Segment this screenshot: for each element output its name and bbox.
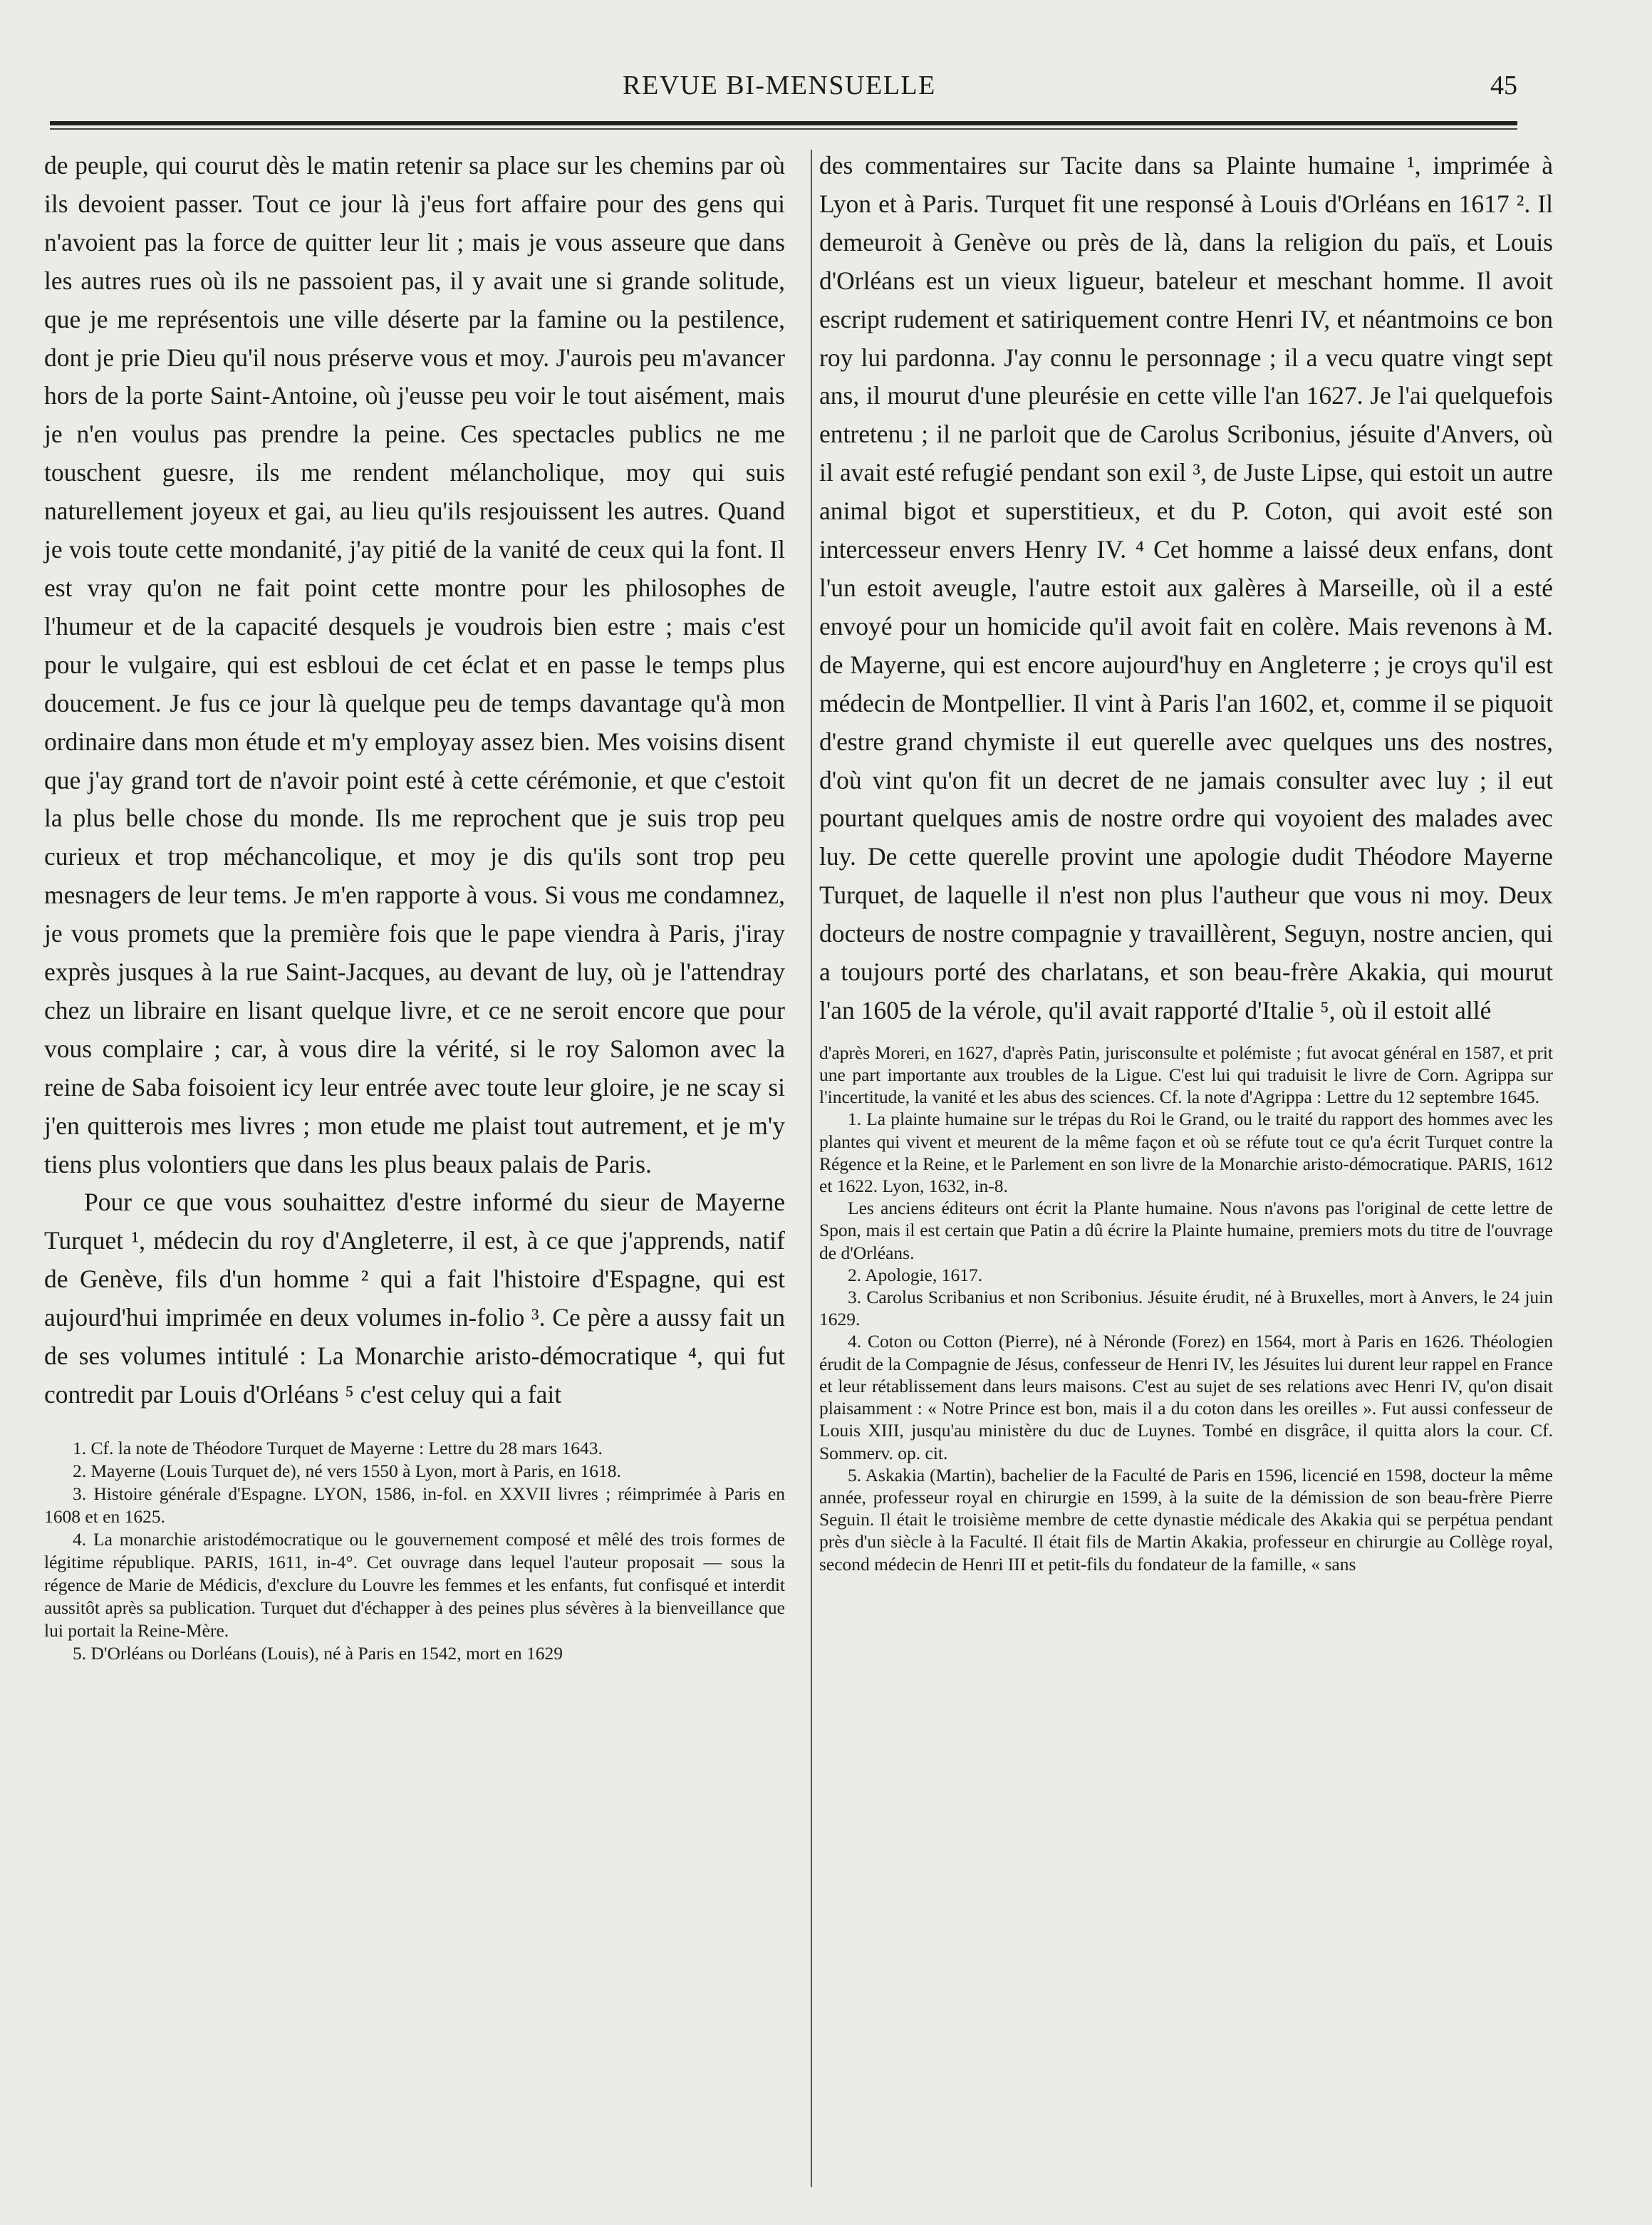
right-column (819, 147, 1553, 1575)
footnote: 1. Cf. la note de Théodore Turquet de Mayerne : Lettre du 28 mars 1643. (73, 1437, 603, 1458)
footnote: 5. D'Orléans ou Dorléans (Louis), né à Paris en 1542, mort en 1629 (73, 1642, 563, 1664)
footnote: 5. Askakia (Martin), bachelier de la Faculté de Paris en 1596, licencié en 1598, docteur la même année, professeur royal en chirurgie en 1599, à la suite de la démission de son beau-frère Pierre Seguin. Il était le troisième membre de cette dynastie médicale des Akakia qui se perpétua pendant près d'un siècle à la Faculté. Il était fils de Martin Akakia, professeur en chirurgie au Collège royal, second médecin de Henri III et petit-fils du fondateur de la famille, « sans (819, 1464, 1553, 1575)
right-footnotes (819, 1042, 1553, 1575)
page-header (41, 66, 1517, 108)
left-footnotes (44, 1437, 785, 1665)
right-body-text (819, 147, 1553, 1030)
footnote: 2. Apologie, 1617. (848, 1264, 983, 1285)
left-column (44, 147, 785, 1665)
header-rule (50, 121, 1517, 125)
footnote: 4. Coton ou Cotton (Pierre), né à Néronde (Forez) en 1564, mort à Paris en 1626. Théologien érudit de la Compagnie de Jésus, confesseur de Henri IV, les Jésuites lui durent leur rappel en France et leur rétablissement dans leurs maisons. C'est au sujet de ses relations avec Henri IV, qu'on disait plaisamment : « Notre Prince est bon, mais il a du coton dans les oreilles ». Fut aussi confesseur de Louis XIII, jusqu'au ministère du duc de Luynes. Tombé en disgrâce, il quitta alors la cour. Cf. Sommerv. op. cit. (819, 1331, 1553, 1463)
page-number: 45 (1490, 71, 1517, 100)
footnote: 2. Mayerne (Louis Turquet de), né vers 1550 à Lyon, mort à Paris, en 1618. (73, 1460, 621, 1481)
footnote: 3. Histoire générale d'Espagne. LYON, 1586, in-fol. en XXVII livres ; réimprimée à Paris en 1608 et en 1625. (44, 1483, 785, 1527)
footnote: 1. La plainte humaine sur le trépas du Roi le Grand, ou le traité du rapport des hommes avec les plantes qui vivent et meurent de la même façon et où se réfute tout ce qu'a écrit Turquet contre la Régence et la Reine, et le Parlement en son livre de la Monarchie aristo-démocratique. PARIS, 1612 et 1622. Lyon, 1632, in-8. (819, 1109, 1553, 1197)
body-paragraph: des commentaires sur Tacite dans sa Plainte humaine ¹, imprimée à Lyon et à Paris. Turquet fit une responsé à Louis d'Orléans en 1617 ². Il demeuroit à Genève ou près de là, dans la religion du païs, et Louis d'Orléans est un vieux ligueur, bateleur et meschant homme. Il avoit escript rudement et satiriquement contre Henri IV, et néantmoins ce bon roy lui pardonna. J'ay connu le personnage ; il a vecu quatre vingt sept ans, il mourut d'une pleurésie en cette ville l'an 1627. Je l'ai quelquefois entretenu ; il ne parloit que de Carolus Scribonius, jésuite d'Anvers, où il avait esté refugié pendant son exil ³, de Juste Lipse, qui estoit un autre animal bigot et superstitieux, et du P. Coton, qui avoit esté son intercesseur envers Henry IV. ⁴ Cet homme a laissé deux enfans, dont l'un estoit aveugle, l'autre estoit aux galères à Marseille, où il a esté envoyé pour un homicide qu'il avoit fait en colère. Mais revenons à M. de Mayerne, qui est encore aujourd'huy en Angleterre ; je croys qu'il est médecin de Montpellier. Il vint à Paris l'an 1602, et, comme il se piquoit d'estre grand chymiste il eut querelle avec quelques uns des nostres, d'où vint qu'on fit un decret de ne jamais consulter avec luy ; il eut pourtant quelques amis de nostre ordre qui voyoient des malades avec luy. De cette querelle provint une apologie dudit Théodore Mayerne Turquet, de laquelle il n'est non plus l'autheur que vous ni moy. Deux docteurs de nostre compagnie y travaillèrent, Seguyn, nostre ancien, qui a toujours porté des charlatans, et son beau-frère Akakia, qui mourut l'an 1605 de la vérole, qu'il avait rapporté d'Italie ⁵, où il estoit allé (819, 151, 1553, 1025)
running-title: REVUE BI-MENSUELLE (623, 71, 936, 100)
footnote: 3. Carolus Scribanius et non Scribonius. Jésuite érudit, né à Bruxelles, mort à Anvers, le 24 juin 1629. (819, 1287, 1553, 1330)
body-paragraph: Pour ce que vous souhaittez d'estre informé du sieur de Mayerne Turquet ¹, médecin du roy d'Angleterre, il est, à ce que j'apprends, natif de Genève, fils d'un homme ² qui a fait l'histoire d'Espagne, qui est aujourd'hui imprimée en deux volumes in-folio ³. Ce père a aussy fait un de ses volumes intitulé : La Monarchie aristo-démocratique ⁴, qui fut contredit par Louis d'Orléans ⁵ c'est celuy qui a fait (44, 1188, 785, 1409)
left-body-text (44, 147, 785, 1414)
footnote: Les anciens éditeurs ont écrit la Plante humaine. Nous n'avons pas l'original de cette lettre de Spon, mais il est certain que Patin a dû écrire la Plainte humaine, premiers mots du titre de l'ouvrage de d'Orléans. (819, 1198, 1553, 1263)
column-divider (811, 150, 812, 2187)
footnote-continuation: d'après Moreri, en 1627, d'après Patin, jurisconsulte et polémiste ; fut avocat général en 1587, et prit une part importante aux troubles de la Ligue. C'est lui qui traduisit le livre de Corn. Agrippa sur l'incertitude, la vanité et les abus des sciences. Cf. la note d'Agrippa : Lettre du 12 septembre 1645. (819, 1042, 1553, 1108)
body-paragraph: de peuple, qui courut dès le matin retenir sa place sur les chemins par où ils devoient passer. Tout ce jour là j'eus fort affaire pour des gens qui n'avoient pas la force de quitter leur lit ; mais je vous asseure que dans les autres rues où ils ne passoient pas, il y avait une si grande solitude, que je me représentois une ville déserte par la famine ou la pestilence, dont je prie Dieu qu'il nous préserve vous et moy. J'aurois peu m'avancer hors de la porte Saint-Antoine, où j'eusse peu voir le tout aisément, mais je n'en voulus pas prendre la peine. Ces spectacles publics ne me touschent guesre, ils me rendent mélancholique, moy qui suis naturellement joyeux et gai, au lieu qu'ils resjouissent les autres. Quand je vois toute cette mondanité, j'ay pitié de la vanité de ceux qui la font. Il est vray qu'on ne fait point cette montre pour les philosophes de l'humeur et de la capacité desquels je voudrois bien estre ; mais c'est pour le vulgaire, qui est esbloui de cet éclat et en passe le temps plus doucement. Je fus ce jour là quelque peu de temps davantage qu'à mon ordinaire dans mon étude et m'y employay assez bien. Mes voisins disent que j'ay grand tort de n'avoir point esté à cette cérémonie, et que c'estoit la plus belle chose du monde. Ils me reprochent que je suis trop peu curieux et trop méchancolique, et moy je dis qu'ils sont trop peu mesnagers de leur tems. Je m'en rapporte à vous. Si vous me condamnez, je vous promets que la première fois que le pape viendra à Paris, j'iray exprès jusques à la rue Saint-Jacques, au devant de luy, où je l'attendray chez un libraire en lisant quelque livre, et ce ne seroit encore que pour vous complaire ; car, à vous dire la vérité, si le roy Salomon avec la reine de Saba foisoient icy leur entrée avec toute leur gloire, je ne scay si j'en quitterois mes livres ; mon etude me plaist tout autrement, et je m'y tiens plus volontiers que dans les plus beaux palais de Paris. (44, 151, 785, 1178)
footnote: 4. La monarchie aristodémocratique ou le gouvernement composé et mêlé des trois formes de légitime république. PARIS, 1611, in-4°. Cet ouvrage dans lequel l'auteur proposait — sous la régence de Marie de Médicis, d'exclure du Louvre les femmes et les enfants, fut confisqué et interdit aussitôt après sa publication. Turquet dut d'échapper à des peines plus sévères à la bienveillance que lui portait la Reine-Mère. (44, 1528, 785, 1641)
header-rule-thin (50, 128, 1517, 130)
